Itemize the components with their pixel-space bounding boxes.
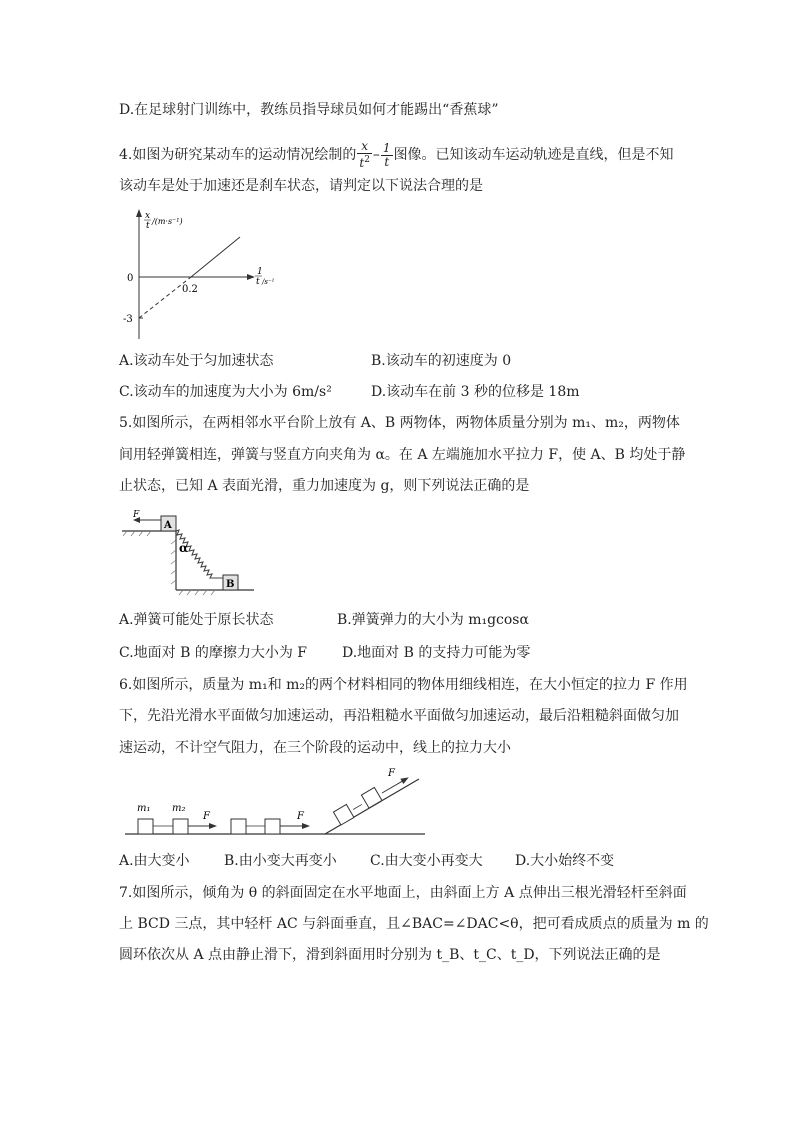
q4-stem-part1: 4.如图为研究某动车的运动情况绘制的: [119, 147, 357, 163]
q4-option-c: C.该动车的加速度为大小为 6m/s²: [119, 384, 332, 400]
q4-y-label-unit: /(m·s⁻¹): [152, 217, 183, 226]
q4-x-label-den: t: [256, 277, 260, 287]
q5-stem-line2: 间用轻弹簧相连，弹簧与竖直方向夹角为 α。在 A 左端施加水平拉力 F，使 A、B 均处于静: [119, 447, 686, 463]
q6-stage2-block-m2: [265, 819, 280, 834]
q4-xt-graph: [119, 204, 275, 344]
q3-option-d: D.在足球射门训练中，教练员指导球员如何才能踢出“香蕉球”: [119, 102, 499, 118]
q6-stem-line1: 6.如图所示，质量为 m₁和 m₂的两个材料相同的物体用细线相连，在大小恒定的拉力 F 作用: [119, 677, 688, 693]
q6-stem-line2: 下，先沿光滑水平面做匀加速运动，再沿粗糙水平面做匀加速运动，最后沿粗糙斜面做匀加: [119, 708, 679, 724]
q5-option-b: B.弹簧弹力的大小为 m₁gcosα: [337, 612, 529, 628]
q4-y-intercept-label: -3: [123, 314, 133, 325]
q4-x-label-num: 1: [257, 267, 263, 277]
q4-origin-label: 0: [127, 273, 134, 284]
q6-option-a: A.由大变小: [119, 853, 190, 869]
q6-stage1-block-m2: [173, 819, 188, 834]
q4-data-line: [191, 237, 240, 277]
q5-spring-figure: [119, 506, 259, 600]
q4-option-d: D.该动车在前 3 秒的位移是 18m: [371, 384, 580, 400]
q7-stem-line1: 7.如图所示，倾角为 θ 的斜面固定在水平地面上，由斜面上方 A 点伸出三根光滑轻杆至斜面: [119, 885, 687, 901]
q5-force-label: F: [133, 510, 140, 520]
q5-option-c: C.地面对 B 的摩擦力大小为 F: [119, 645, 308, 661]
q6-stage2-force-label: F: [297, 811, 304, 822]
q6-stage2-block-m1: [231, 819, 246, 834]
q6-stage1-force-arrowhead: [209, 823, 217, 829]
q5-hatching: [123, 531, 215, 595]
q5-stem-line1: 5.如图所示，在两相邻水平台阶上放有 A、B 两物体，两物体质量分别为 m₁、m₂，两物体: [119, 415, 680, 431]
q6-stage1-block-m1: [138, 819, 153, 834]
q6-three-stage-figure: [119, 762, 429, 840]
q6-stage1-force-label: F: [203, 811, 210, 822]
q4-dash: –: [372, 147, 380, 163]
q5-stem-line3: 止状态，已知 A 表面光滑，重力加速度为 g，则下列说法正确的是: [119, 478, 530, 494]
q6-m1-label: m₁: [137, 803, 151, 814]
q4-y-label-den: t: [146, 221, 150, 231]
q5-option-d: D.地面对 B 的支持力可能为零: [342, 645, 531, 661]
q4-x-tick-label: 0.2: [182, 284, 198, 295]
q4-option-a: A.该动车处于匀加速状态: [119, 353, 274, 369]
q5-block-b-label: B: [226, 579, 235, 590]
q5-block-a-label: A: [164, 520, 172, 531]
q6-stage3-string: [353, 804, 362, 809]
q5-angle-label: α: [179, 541, 189, 555]
q4-y-axis-arrow: [136, 209, 142, 217]
q6-stage3-block-m1: [333, 804, 354, 825]
q4-stem-line2: 该动车是处于加速还是刹车状态，请判定以下说法合理的是: [119, 178, 483, 194]
q6-option-b: B.由小变大再变小: [224, 853, 337, 869]
q6-stem-line3: 速运动，不计空气阻力，在三个阶段的运动中，线上的拉力大小: [119, 740, 511, 756]
q4-y-label-num: x: [145, 211, 151, 221]
q7-stem-line2: 上 BCD 三点，其中轻杆 AC 与斜面垂直，且∠BAC=∠DAC<θ，把可看成质点的质量为 m 的: [119, 916, 709, 932]
q7-stem-line3: 圆环依次从 A 点由静止滑下，滑到斜面用时分别为 t_B、t_C、t_D，下列说法正确的是: [119, 947, 661, 963]
q6-m2-label: m₂: [172, 803, 186, 814]
q6-stage2-force-arrowhead: [302, 823, 310, 829]
q4-x-axis-arrow: [247, 274, 255, 280]
q4-x-label-unit: /s⁻¹: [262, 278, 275, 286]
q5-option-a: A.弹簧可能处于原长状态: [119, 612, 274, 628]
q4-stem-line1: [119, 140, 674, 170]
q4-fraction-1-over-t: $\frac{1}{t}$: [382, 140, 391, 169]
q4-fraction-x-over-t2: $\frac{x}{t^2}$: [359, 139, 370, 170]
q6-stage3-force-label: F: [388, 768, 395, 779]
q6-stage3-block-m2: [361, 787, 382, 808]
q4-option-b: B.该动车的初速度为 0: [371, 353, 512, 369]
q6-option-d: D.大小始终不变: [515, 853, 615, 869]
q4-stem-part2: 图像。已知该动车运动轨迹是直线，但是不知: [393, 147, 674, 163]
q6-option-c: C.由大变小再变大: [370, 853, 483, 869]
